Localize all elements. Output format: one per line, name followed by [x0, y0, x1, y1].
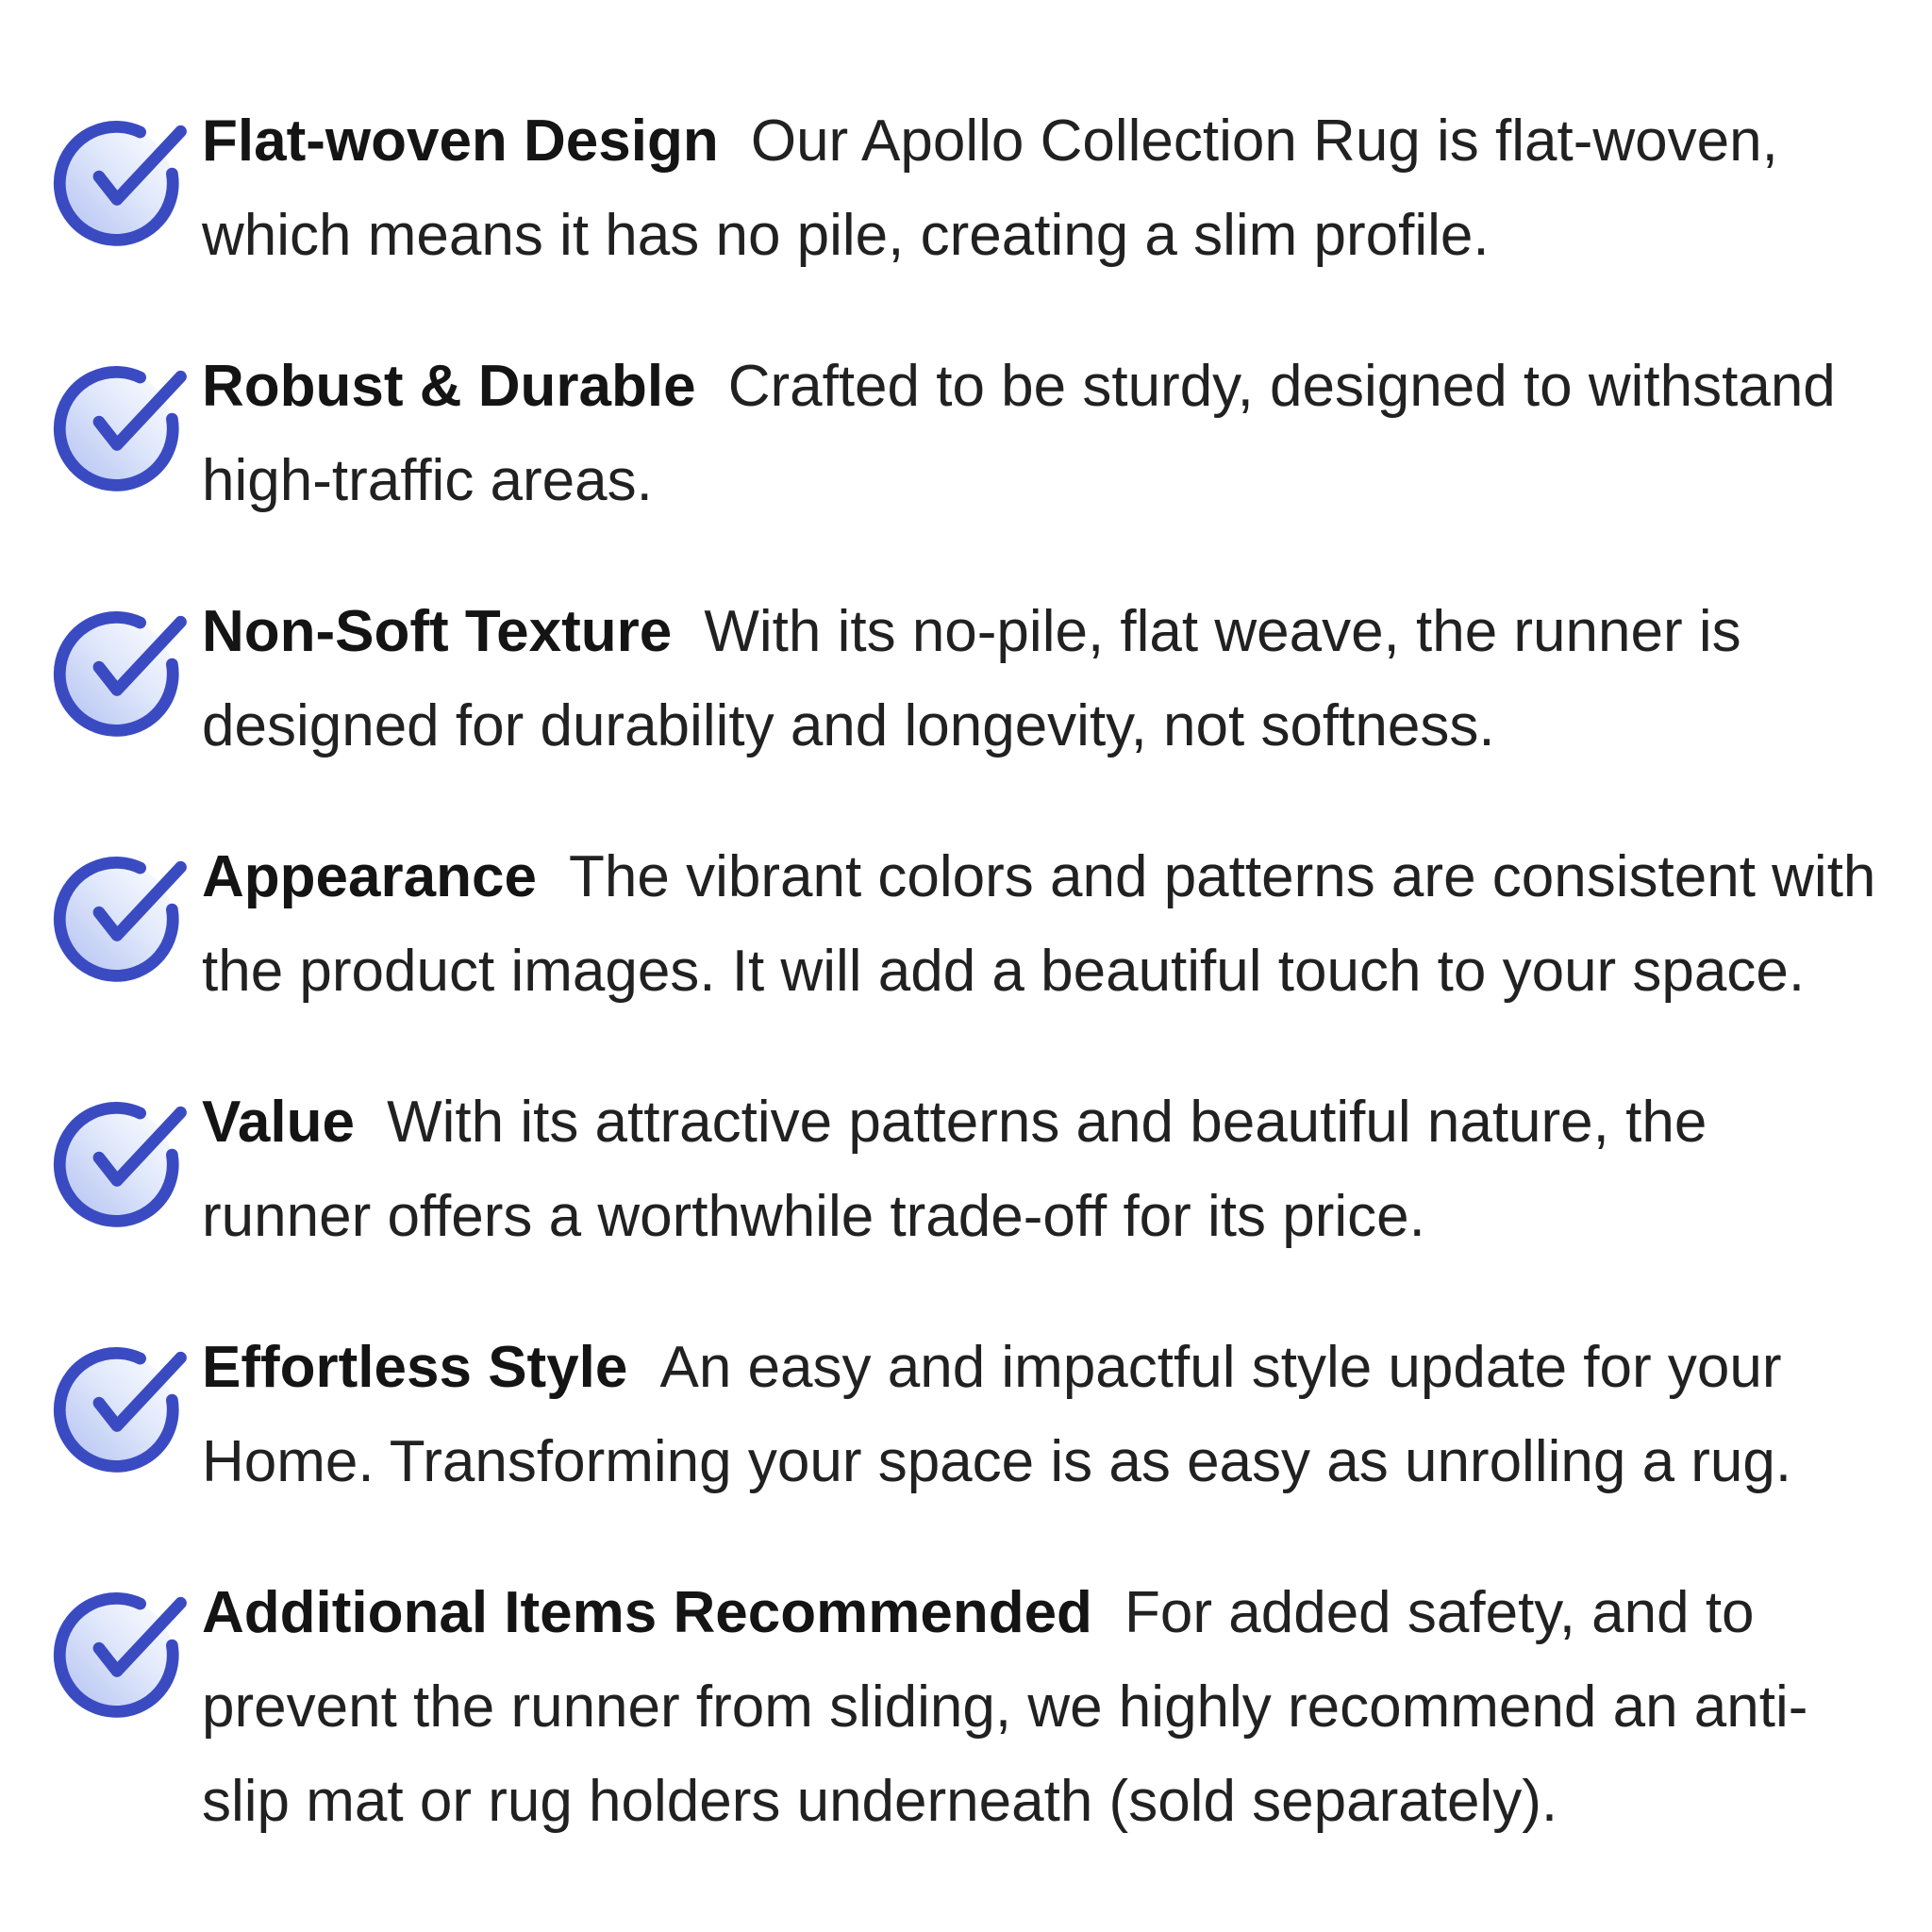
feature-description: For added safety, and to prevent the runner from sliding, we highly recommend an anti-slip mat or rug holders underneath (sold separately). [202, 1580, 1808, 1834]
check-circle-icon [45, 844, 194, 986]
check-circle-icon [45, 599, 194, 741]
feature-title: Effortless Style [202, 1335, 628, 1400]
feature-item [45, 1321, 1894, 1509]
feature-text [202, 1075, 1886, 1264]
feature-item [45, 94, 1894, 283]
check-circle-icon [45, 108, 194, 250]
feature-description: With its attractive patterns and beautiful nature, the runner offers a worthwhile trade-off for its price. [202, 1090, 1707, 1249]
feature-title: Non-Soft Texture [202, 599, 673, 664]
feature-item [45, 1566, 1894, 1849]
feature-list [45, 94, 1894, 1849]
feature-text [202, 830, 1886, 1019]
feature-title: Robust & Durable [202, 354, 696, 419]
check-circle-icon [45, 1090, 194, 1231]
feature-description: Our Apollo Collection Rug is flat-woven, which means it has no pile, creating a slim profile. [202, 108, 1778, 268]
feature-item [45, 830, 1894, 1019]
check-circle-icon [45, 354, 194, 495]
feature-text [202, 94, 1886, 283]
feature-title: Appearance [202, 844, 537, 909]
feature-description: The vibrant colors and patterns are consistent with the product images. It will add a beautiful touch to your space. [202, 844, 1876, 1004]
feature-text [202, 1566, 1886, 1849]
feature-title: Additional Items Recommended [202, 1580, 1092, 1645]
feature-item [45, 585, 1894, 774]
feature-description: An easy and impactful style update for your Home. Transforming your space is as easy as unrolling a rug. [202, 1335, 1792, 1494]
check-circle-icon [45, 1580, 194, 1722]
feature-item [45, 1075, 1894, 1264]
feature-title: Flat-woven Design [202, 108, 719, 174]
feature-title: Value [202, 1090, 355, 1155]
feature-text [202, 1321, 1886, 1509]
feature-text [202, 340, 1886, 528]
feature-item [45, 340, 1894, 528]
feature-text [202, 585, 1886, 774]
feature-description: With its no-pile, flat weave, the runner is designed for durability and longevity, not softness. [202, 599, 1741, 758]
feature-description: Crafted to be sturdy, designed to withstand high-traffic areas. [202, 354, 1836, 513]
check-circle-icon [45, 1335, 194, 1476]
